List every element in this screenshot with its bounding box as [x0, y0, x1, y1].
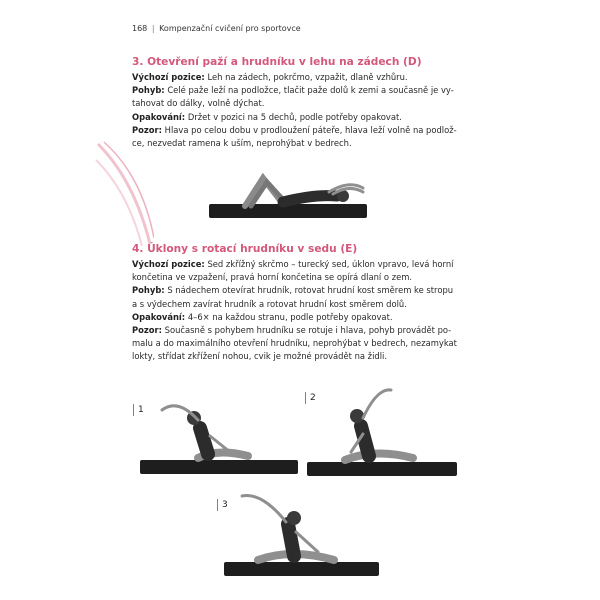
exercise-photo-seated-bend-2 [305, 382, 460, 478]
exercise-photo-seated-bend-1 [138, 390, 300, 476]
step-number-3: 3 [217, 499, 228, 511]
text-line: Výchozí pozice: Leh na zádech, pokrčmo, vzpažit, dlaně vzhůru. [132, 72, 408, 82]
page-header [132, 24, 301, 33]
text-line: lokty, střídat zkřížení nohou, cvik je možné provádět na židli. [132, 351, 388, 362]
exercise-photo-lying-supine [205, 170, 370, 222]
text-line: malu a do maximálního otevření hrudníku, neprohýbat v bedrech, nezamykat [132, 338, 457, 349]
header-title: Kompenzační cvičení pro sportovce [159, 24, 301, 33]
text-line: Opakování: Držet v pozici na 5 dechů, podle potřeby opakovat. [132, 111, 402, 122]
text-line: Opakování: 4–6× na každou stranu, podle potřeby opakovat. [132, 311, 393, 322]
text-line: Pohyb: S nádechem otevírat hrudník, rotovat hrudní kost směrem ke stropu [132, 285, 454, 296]
text-line: Pozor: Hlava po celou dobu v prodloužení páteře, hlava leží volně na podlož- [132, 124, 457, 135]
page-number: 168 [132, 24, 148, 33]
section-3-body [132, 71, 467, 150]
text-line: Pohyb: Celé paže leží na podložce, tlačit paže dolů k zemi a současně je vy- [132, 85, 454, 96]
step-number-1: 1 [133, 404, 144, 416]
text-line: Výchozí pozice: Sed zkřížný skrčmo – turecký sed, úklon vpravo, levá horní [132, 259, 454, 269]
section-4 [132, 242, 467, 364]
text-line: ce, nezvedat ramena k uším, neprohýbat v bedrech. [132, 138, 352, 149]
exercise-photo-seated-rotation-3 [222, 488, 382, 580]
section-4-body [132, 258, 467, 364]
step-number-2: 2 [305, 392, 316, 404]
section-4-heading: 4. Úklony s rotací hrudníku v sedu (E) [132, 243, 358, 255]
text-line: končetina ve vzpažení, pravá horní končetina se opírá dlaní o zem. [132, 272, 413, 283]
section-3 [132, 55, 467, 150]
text-line: tahovat do dálky, volně dýchat. [132, 98, 265, 109]
decorative-swoosh-graphic [94, 140, 154, 250]
section-3-heading: 3. Otevření paží a hrudníku v lehu na zádech (D) [132, 56, 422, 68]
text-line: Pozor: Současně s pohybem hrudníku se rotuje i hlava, pohyb provádět po- [132, 325, 452, 336]
text-line: a s výdechem zavírat hrudník a rotovat hrudní kost směrem dolů. [132, 298, 407, 309]
header-separator: | [151, 24, 155, 33]
